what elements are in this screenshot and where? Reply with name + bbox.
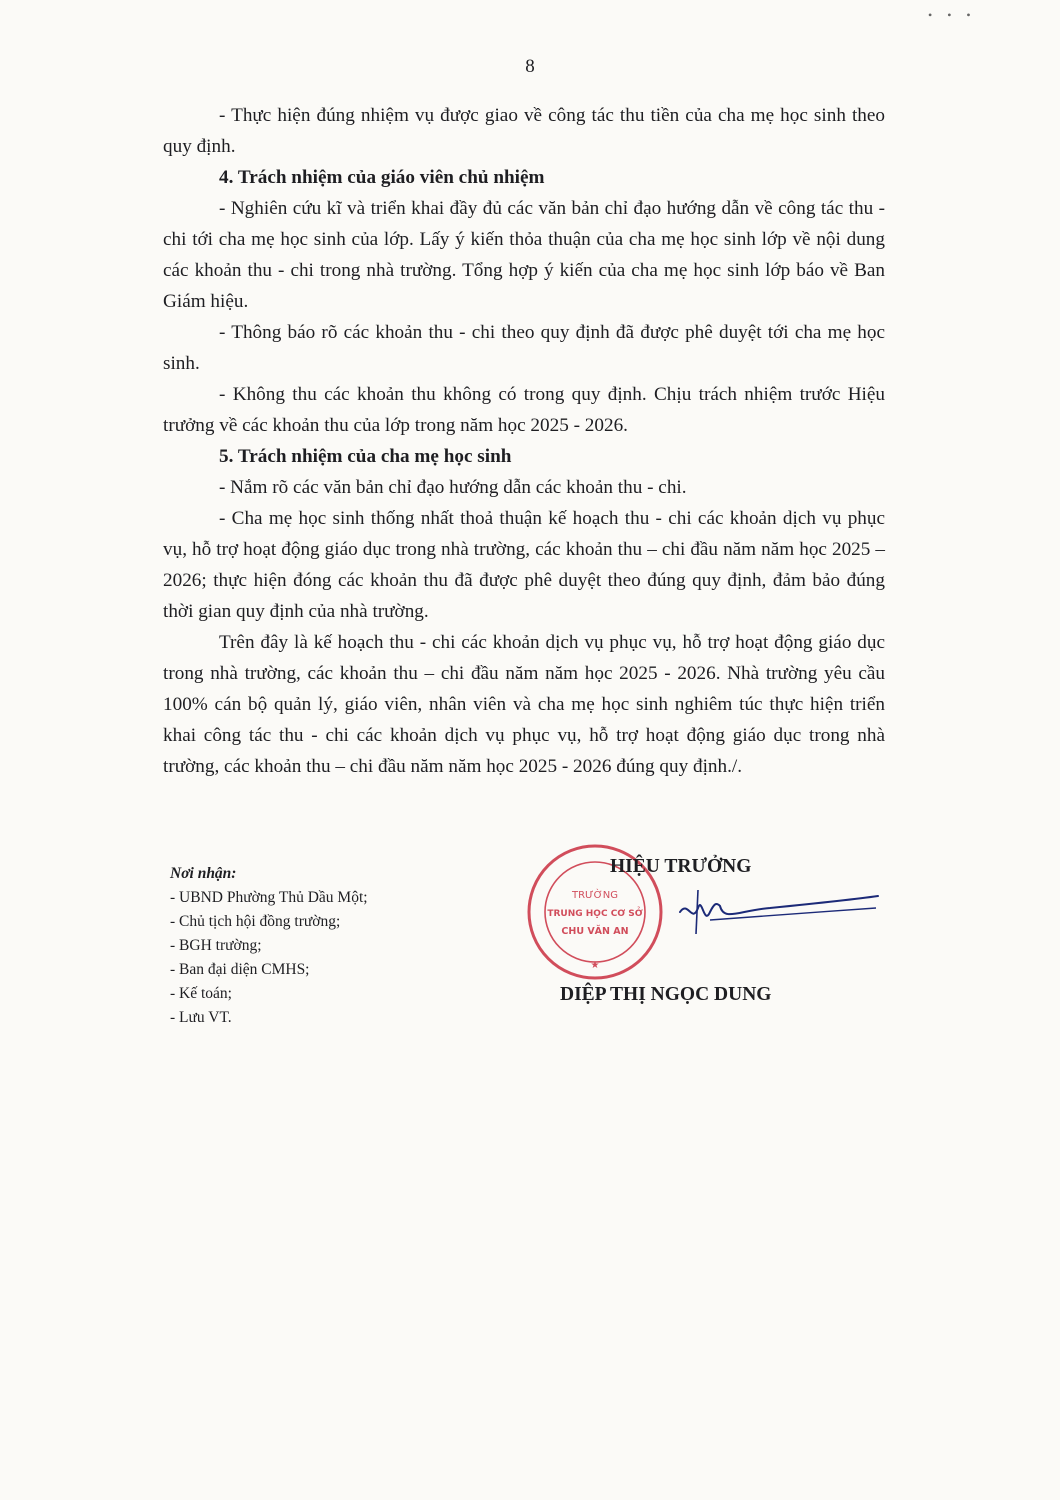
paragraph: - Nắm rõ các văn bản chỉ đạo hướng dẫn các khoản thu - chi. bbox=[219, 477, 687, 498]
page-number: 8 bbox=[525, 56, 535, 77]
paragraph: - Nghiên cứu kĩ và triển khai đầy đủ các văn bản chỉ đạo hướng dẫn về công tác thu - chi tới cha mẹ học sinh của lớp. Lấy ý kiến thỏa thuận của cha mẹ học sinh lớp về nội dung các khoản thu - chi trong nhà trường. Tổng hợp ý kiến của cha mẹ học sinh lớp báo về Ban Giám hiệu. bbox=[163, 198, 885, 312]
recipient-item: - Chủ tịch hội đồng trường; bbox=[170, 913, 341, 930]
recipient-item: - BGH trường; bbox=[170, 937, 262, 954]
body-text bbox=[163, 100, 885, 782]
signer-title: HIỆU TRƯỞNG bbox=[610, 856, 752, 877]
handwritten-signature bbox=[640, 882, 880, 952]
seal-text: TRUNG HỌC CƠ SỞ bbox=[547, 909, 643, 919]
paragraph: - Không thu các khoản thu không có trong quy định. Chịu trách nhiệm trước Hiệu trưởng về các khoản thu của lớp trong năm học 2025 - 2026. bbox=[163, 384, 885, 436]
paragraph: - Thông báo rõ các khoản thu - chi theo quy định đã được phê duyệt tới cha mẹ học sinh. bbox=[163, 322, 885, 374]
svg-text:★: ★ bbox=[590, 960, 600, 971]
seal-text: TRƯỜNG bbox=[572, 890, 618, 901]
recipient-item: - Ban đại diện CMHS; bbox=[170, 961, 310, 978]
recipients-title: Nơi nhận: bbox=[170, 865, 237, 882]
recipient-item: - Lưu VT. bbox=[170, 1009, 232, 1026]
recipient-item: - Kế toán; bbox=[170, 985, 232, 1002]
scan-mark: • • • bbox=[928, 8, 977, 22]
section-heading: 4. Trách nhiệm của giáo viên chủ nhiệm bbox=[219, 167, 545, 188]
paragraph: - Thực hiện đúng nhiệm vụ được giao về công tác thu tiền của cha mẹ học sinh theo quy định. bbox=[163, 105, 885, 157]
recipient-item: - UBND Phường Thủ Dầu Một; bbox=[170, 889, 368, 906]
recipients-list bbox=[170, 862, 470, 1030]
signer-name: DIỆP THỊ NGỌC DUNG bbox=[560, 984, 772, 1005]
paragraph: - Cha mẹ học sinh thống nhất thoả thuận kế hoạch thu - chi các khoản dịch vụ phục vụ, hỗ trợ hoạt động giáo dục trong nhà trường, các khoản thu – chi đầu năm năm học 2025 – 2026; thực hiện đóng các khoản thu đã được phê duyệt theo đúng quy định, đảm bảo đúng thời gian quy định của nhà trường. bbox=[163, 508, 885, 622]
seal-text: CHU VĂN AN bbox=[561, 926, 629, 937]
paragraph: Trên đây là kế hoạch thu - chi các khoản dịch vụ phục vụ, hỗ trợ hoạt động giáo dục trong nhà trường, các khoản thu – chi đầu năm năm học 2025 - 2026. Nhà trường yêu cầu 100% cán bộ quản lý, giáo viên, nhân viên và cha mẹ học sinh nghiêm túc thực hiện triển khai công tác thu - chi các khoản dịch vụ phục vụ, hỗ trợ hoạt động giáo dục trong nhà trường, các khoản thu – chi đầu năm năm học 2025 - 2026 đúng quy định./. bbox=[163, 632, 885, 777]
section-heading: 5. Trách nhiệm của cha mẹ học sinh bbox=[219, 446, 512, 467]
signature-block bbox=[520, 842, 880, 1032]
